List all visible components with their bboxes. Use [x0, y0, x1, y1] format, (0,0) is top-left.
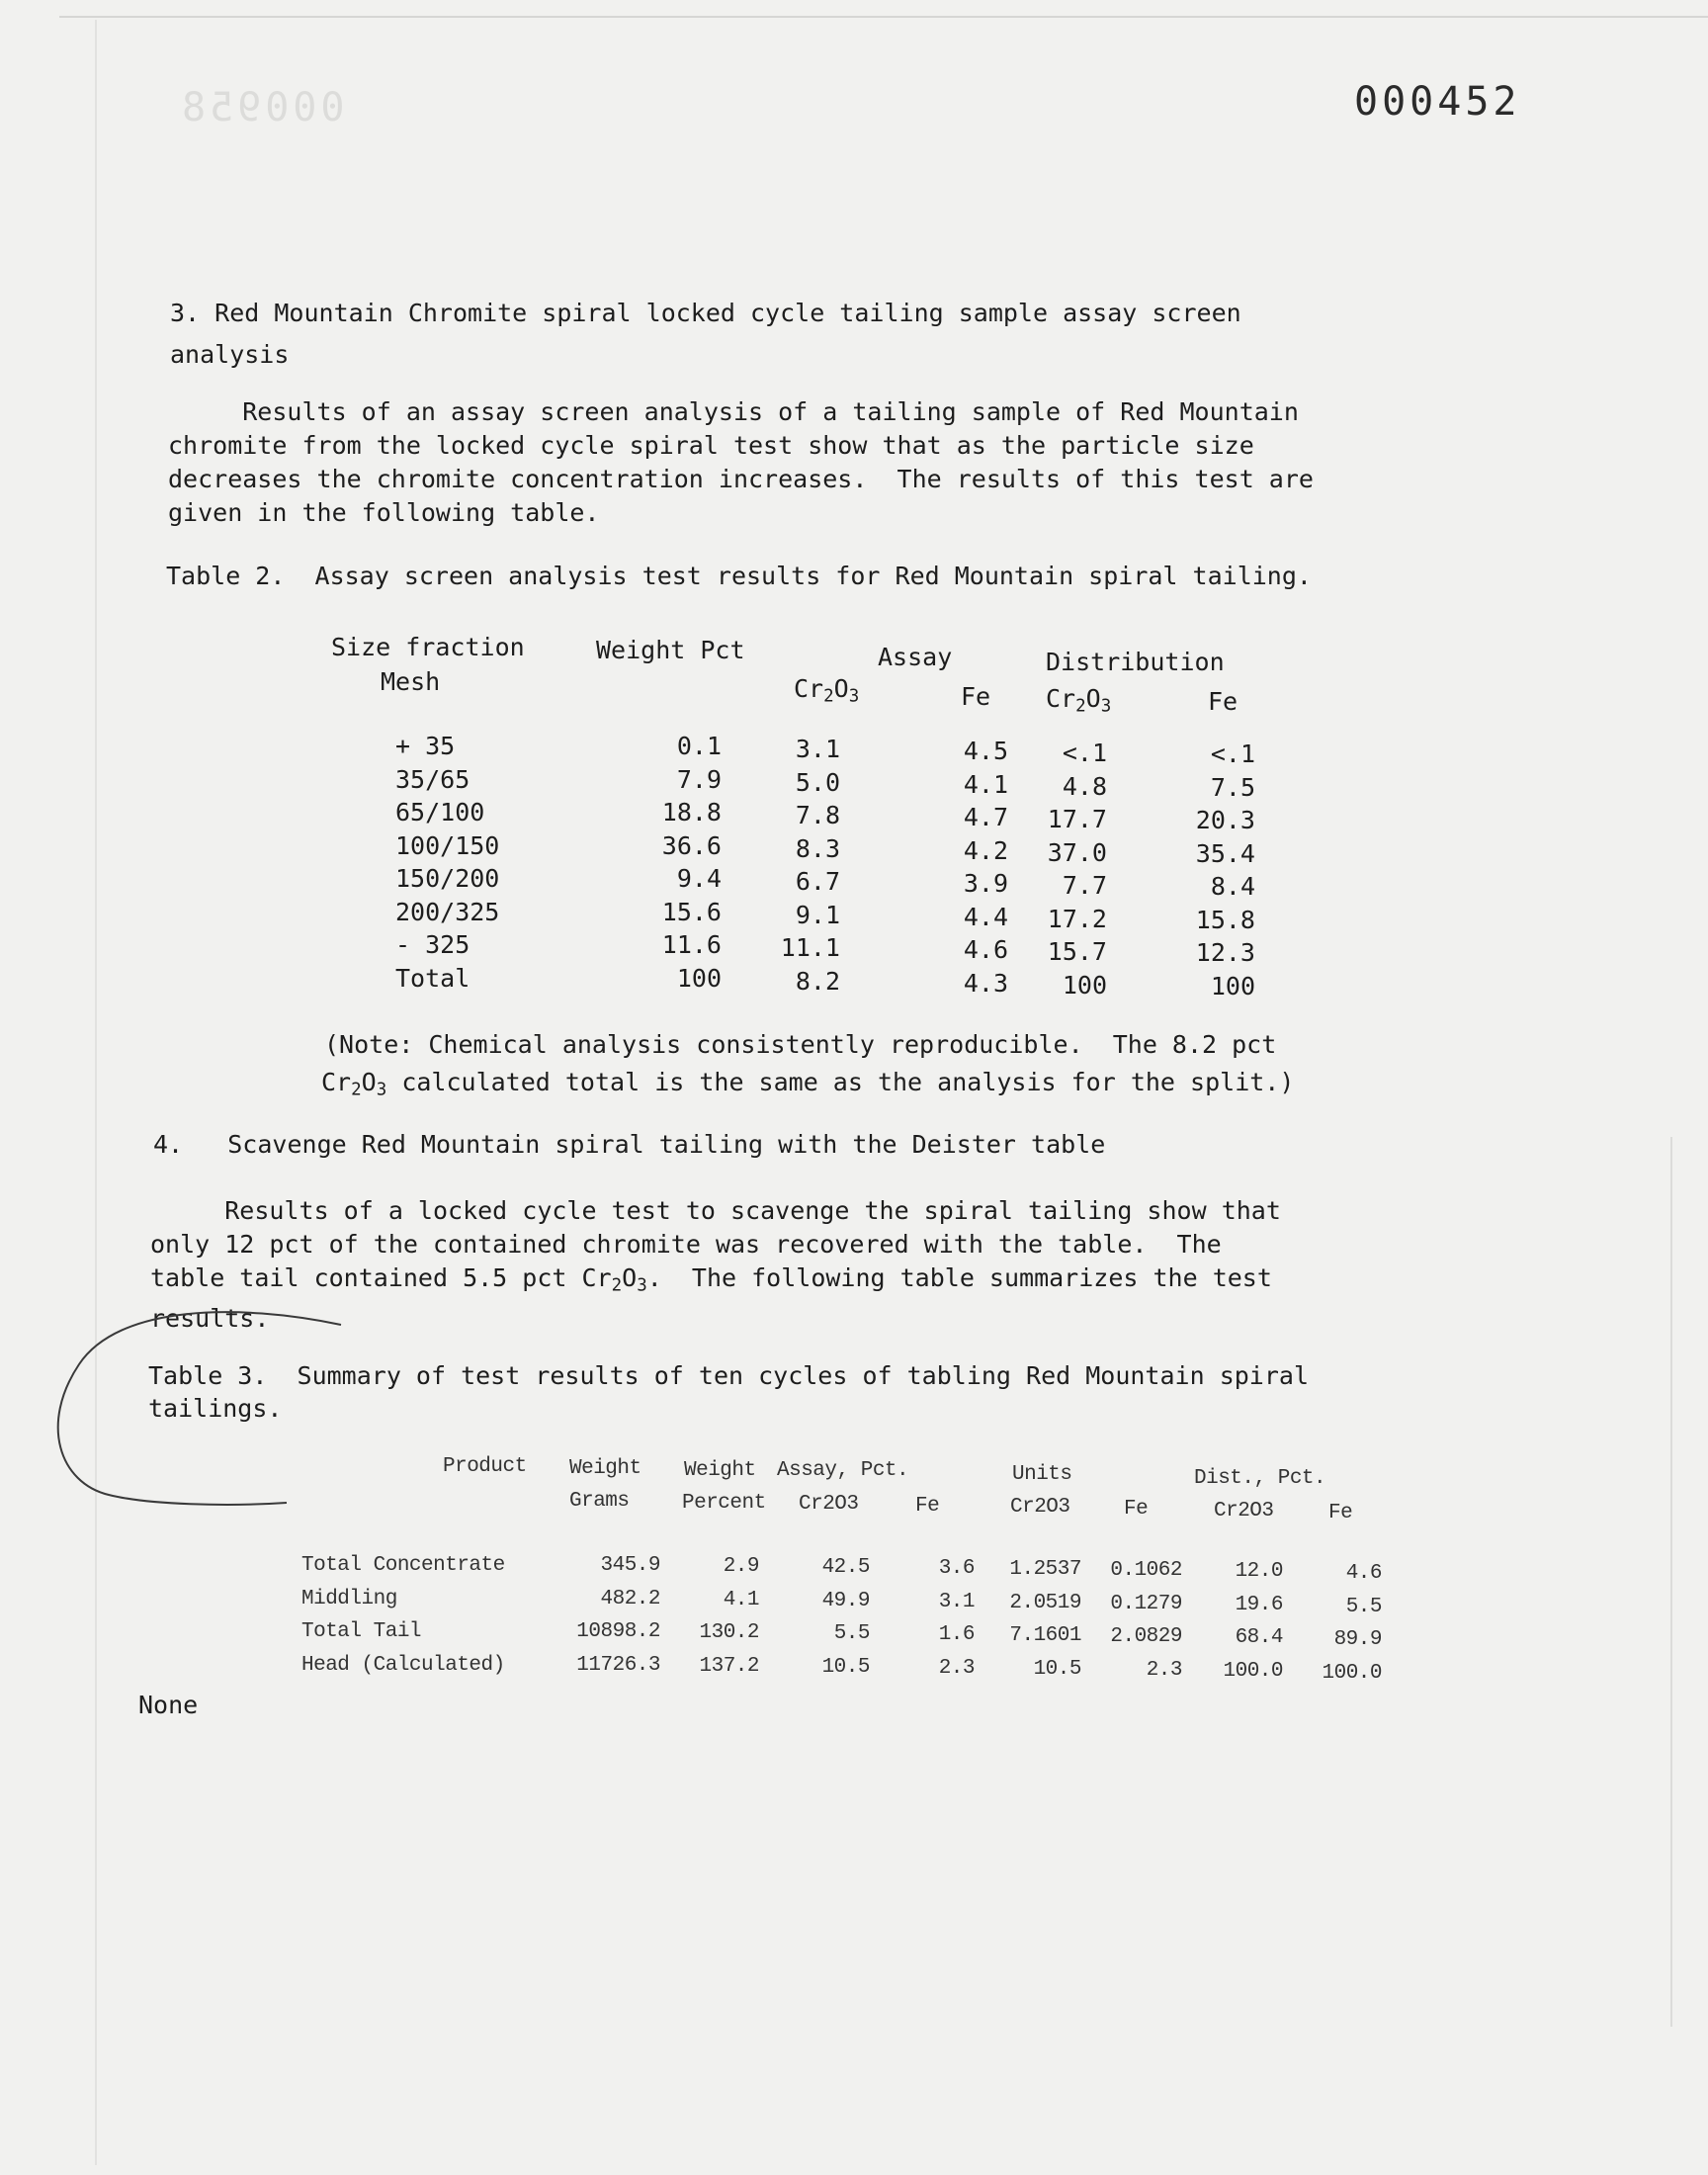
- table3-header-weight: Weight: [569, 1457, 641, 1480]
- table2-cell-dist-cr2o3: 37.0: [1047, 837, 1107, 867]
- table2-cell-assay-fe: 4.3: [963, 968, 1008, 998]
- section3-paragraph-line: Results of an assay screen analysis of a tailing sample of Red Mountain: [168, 397, 1299, 426]
- table2-cell-mesh: 150/200: [395, 864, 500, 893]
- table2-cell-dist-fe: 8.4: [1210, 872, 1255, 901]
- table3-cell-dist-fe: 5.5: [1345, 1595, 1382, 1618]
- table3-cell-grams: 345.9: [600, 1554, 660, 1577]
- section4-paragraph-line: table tail contained 5.5 pct $Cr_2O_3$. The following table summarizes the test: [150, 1263, 1272, 1296]
- table2-cell-assay-fe: 4.7: [963, 803, 1008, 831]
- table2-cell-assay-cr2o3: 7.8: [795, 801, 840, 829]
- table2-note-line1: (Note: Chemical analysis consistently reproducible. The 8.2 pct: [324, 1030, 1277, 1059]
- table3-cell-units-cr2o3: 7.1601: [1009, 1624, 1081, 1647]
- table3-header-percent: Percent: [682, 1492, 766, 1515]
- table2-header-assay-cr2o3: $Cr_2O_3$: [794, 674, 860, 707]
- table3-cell-assay-cr2o3: 10.5: [821, 1655, 870, 1679]
- table3-header-assay-pct: Assay, Pct.: [777, 1459, 909, 1482]
- table2-cell-dist-fe: 20.3: [1195, 806, 1255, 834]
- table2-cell-assay-fe: 4.5: [963, 737, 1008, 765]
- table3-cell-percent: 137.2: [699, 1654, 759, 1678]
- table3-cell-dist-fe: 89.9: [1333, 1628, 1382, 1651]
- table2-cell-dist-fe: 7.5: [1210, 772, 1255, 802]
- table2-cell-weight: 9.4: [676, 864, 722, 893]
- table3-cell-dist-cr2o3: 100.0: [1223, 1659, 1283, 1683]
- table3-header-assay-fe: Fe: [915, 1495, 940, 1518]
- table2-cell-mesh: 200/325: [395, 897, 500, 926]
- section4-paragraph-line: Results of a locked cycle test to scavenge the spiral tailing show that: [150, 1196, 1281, 1225]
- table2-cell-assay-cr2o3: 6.7: [795, 867, 840, 896]
- table2-cell-weight: 100: [676, 963, 722, 993]
- table3-cell-units-cr2o3: 10.5: [1033, 1657, 1081, 1681]
- table2-header-dist-cr2o3: $Cr_2O_3$: [1046, 684, 1112, 717]
- table3-cell-product: Total Tail: [301, 1620, 422, 1643]
- table2-cell-assay-cr2o3: 5.0: [795, 767, 840, 797]
- table3-cell-assay-cr2o3: 5.5: [833, 1622, 870, 1645]
- table2-cell-dist-cr2o3: 4.8: [1062, 771, 1107, 801]
- section4-paragraph-line: results.: [150, 1304, 270, 1334]
- table3-cell-product: Total Concentrate: [301, 1554, 505, 1577]
- table2-cell-assay-cr2o3: 11.1: [780, 933, 840, 962]
- table3-cell-product: Head (Calculated): [301, 1653, 505, 1677]
- table2-cell-dist-cr2o3: 17.2: [1047, 904, 1107, 933]
- table2-header-dist-fe: Fe: [1208, 687, 1238, 716]
- table2-cell-weight: 7.9: [676, 764, 722, 794]
- table3-cell-units-cr2o3: 1.2537: [1009, 1558, 1081, 1581]
- footer-text: None: [138, 1691, 199, 1719]
- table3-cell-dist-fe: 4.6: [1345, 1562, 1382, 1585]
- table2-header-size-fraction: Size fraction: [331, 633, 525, 661]
- table2-cell-dist-fe: 100: [1210, 971, 1255, 1000]
- table3-cell-assay-fe: 1.6: [938, 1623, 975, 1646]
- table2-cell-mesh: - 325: [395, 930, 470, 959]
- section4-paragraph-line: only 12 pct of the contained chromite was recovered with the table. The: [150, 1230, 1222, 1259]
- table3-cell-units-fe: 2.3: [1146, 1658, 1182, 1682]
- table3-cell-dist-cr2o3: 19.6: [1235, 1593, 1283, 1616]
- table2-cell-dist-cr2o3: 15.7: [1047, 937, 1107, 966]
- table3-caption-line1: Table 3. Summary of test results of ten cycles of tabling Red Mountain spiral: [148, 1361, 1309, 1390]
- table2-cell-assay-fe: 4.6: [963, 935, 1008, 964]
- table3-cell-product: Middling: [301, 1587, 397, 1610]
- table2-header-assay-fe: Fe: [961, 682, 991, 711]
- table2-cell-assay-fe: 3.9: [963, 869, 1008, 898]
- table3-cell-units-fe: 0.1062: [1110, 1559, 1182, 1582]
- table2-header-weight-pct: Weight Pct: [596, 636, 745, 664]
- table3-header-units-fe: Fe: [1124, 1498, 1149, 1521]
- table3-cell-assay-cr2o3: 49.9: [821, 1589, 870, 1612]
- table2-header-assay: Assay: [878, 643, 953, 671]
- table3-header-units: Units: [1012, 1463, 1072, 1486]
- table2-cell-dist-cr2o3: 100: [1062, 970, 1107, 1000]
- table2-cell-mesh: + 35: [395, 732, 456, 760]
- table3-header-dist-fe: Fe: [1328, 1502, 1353, 1524]
- table3-cell-assay-cr2o3: 42.5: [821, 1556, 870, 1579]
- table3-caption-line2: tailings.: [148, 1394, 283, 1423]
- table3-header-product: Product: [443, 1455, 527, 1478]
- table3-cell-dist-cr2o3: 12.0: [1235, 1560, 1283, 1583]
- table2-cell-assay-cr2o3: 9.1: [795, 900, 840, 929]
- table3-cell-percent: 2.9: [723, 1555, 759, 1578]
- table2-cell-weight: 18.8: [661, 798, 722, 826]
- table2-cell-assay-cr2o3: 3.1: [795, 735, 840, 763]
- table3-cell-assay-fe: 3.1: [938, 1590, 975, 1613]
- table2-cell-dist-cr2o3: <.1: [1062, 739, 1107, 767]
- table3-cell-units-fe: 0.1279: [1110, 1592, 1182, 1615]
- table3-cell-units-cr2o3: 2.0519: [1009, 1591, 1081, 1614]
- table3-cell-dist-fe: 100.0: [1322, 1661, 1382, 1685]
- table2-cell-mesh: 35/65: [395, 764, 470, 794]
- table2-cell-weight: 15.6: [661, 897, 722, 926]
- table3-cell-grams: 11726.3: [576, 1653, 660, 1677]
- table2-caption: Table 2. Assay screen analysis test results for Red Mountain spiral tailing.: [166, 562, 1312, 590]
- table2-cell-mesh: 65/100: [395, 798, 485, 826]
- table2-cell-weight: 36.6: [661, 830, 722, 860]
- table2-cell-assay-fe: 4.2: [963, 835, 1008, 865]
- table2-cell-assay-fe: 4.1: [963, 769, 1008, 799]
- table2-cell-dist-fe: 35.4: [1195, 838, 1255, 868]
- section3-heading-line2: analysis: [170, 340, 290, 369]
- table2-note-line2: $Cr_2O_3$ calculated total is the same as the analysis for the split.): [321, 1068, 1295, 1100]
- table3-cell-assay-fe: 2.3: [938, 1656, 975, 1680]
- table2-header-distribution: Distribution: [1046, 648, 1225, 676]
- table2-header-mesh: Mesh: [381, 667, 441, 696]
- table2-cell-assay-fe: 4.4: [963, 902, 1008, 931]
- table3-cell-assay-fe: 3.6: [938, 1557, 975, 1580]
- table2-cell-mesh: Total: [395, 963, 470, 993]
- table3-header-dist-cr2o3: Cr2O3: [1214, 1500, 1274, 1522]
- section3-heading-line1: 3. Red Mountain Chromite spiral locked cycle tailing sample assay screen: [170, 299, 1241, 327]
- section3-paragraph-line: chromite from the locked cycle spiral test show that as the particle size: [168, 431, 1254, 460]
- table2-cell-dist-fe: <.1: [1210, 740, 1255, 768]
- table3-cell-grams: 482.2: [600, 1587, 660, 1610]
- table3-header-grams: Grams: [569, 1490, 630, 1513]
- table2-cell-assay-cr2o3: 8.3: [795, 833, 840, 863]
- table3-header-dist-pct: Dist., Pct.: [1194, 1467, 1326, 1490]
- table3-header-assay-cr2o3: Cr2O3: [799, 1493, 859, 1516]
- table2-cell-assay-cr2o3: 8.2: [795, 966, 840, 996]
- table3-cell-units-fe: 2.0829: [1110, 1625, 1182, 1648]
- table3-header-weight2: Weight: [684, 1459, 756, 1482]
- table2-cell-weight: 11.6: [661, 930, 722, 959]
- section3-paragraph-line: given in the following table.: [168, 498, 600, 527]
- table2-cell-dist-fe: 12.3: [1195, 938, 1255, 967]
- table2-cell-dist-cr2o3: 7.7: [1062, 871, 1107, 900]
- table3-cell-percent: 130.2: [699, 1621, 759, 1644]
- table2-cell-dist-fe: 15.8: [1195, 905, 1255, 934]
- table2-cell-dist-cr2o3: 17.7: [1047, 805, 1107, 833]
- table3-cell-percent: 4.1: [723, 1588, 759, 1611]
- page-number: 000452: [1354, 79, 1521, 125]
- table3-cell-dist-cr2o3: 68.4: [1235, 1626, 1283, 1649]
- table3-cell-grams: 10898.2: [576, 1620, 660, 1643]
- table3-header-units-cr2o3: Cr2O3: [1010, 1496, 1070, 1519]
- table2-cell-weight: 0.1: [676, 732, 722, 760]
- bleed-through-number: 000958: [178, 85, 345, 130]
- table2-cell-mesh: 100/150: [395, 830, 500, 860]
- section3-paragraph-line: decreases the chromite concentration increases. The results of this test are: [168, 465, 1314, 493]
- section4-heading: 4. Scavenge Red Mountain spiral tailing with the Deister table: [153, 1130, 1106, 1159]
